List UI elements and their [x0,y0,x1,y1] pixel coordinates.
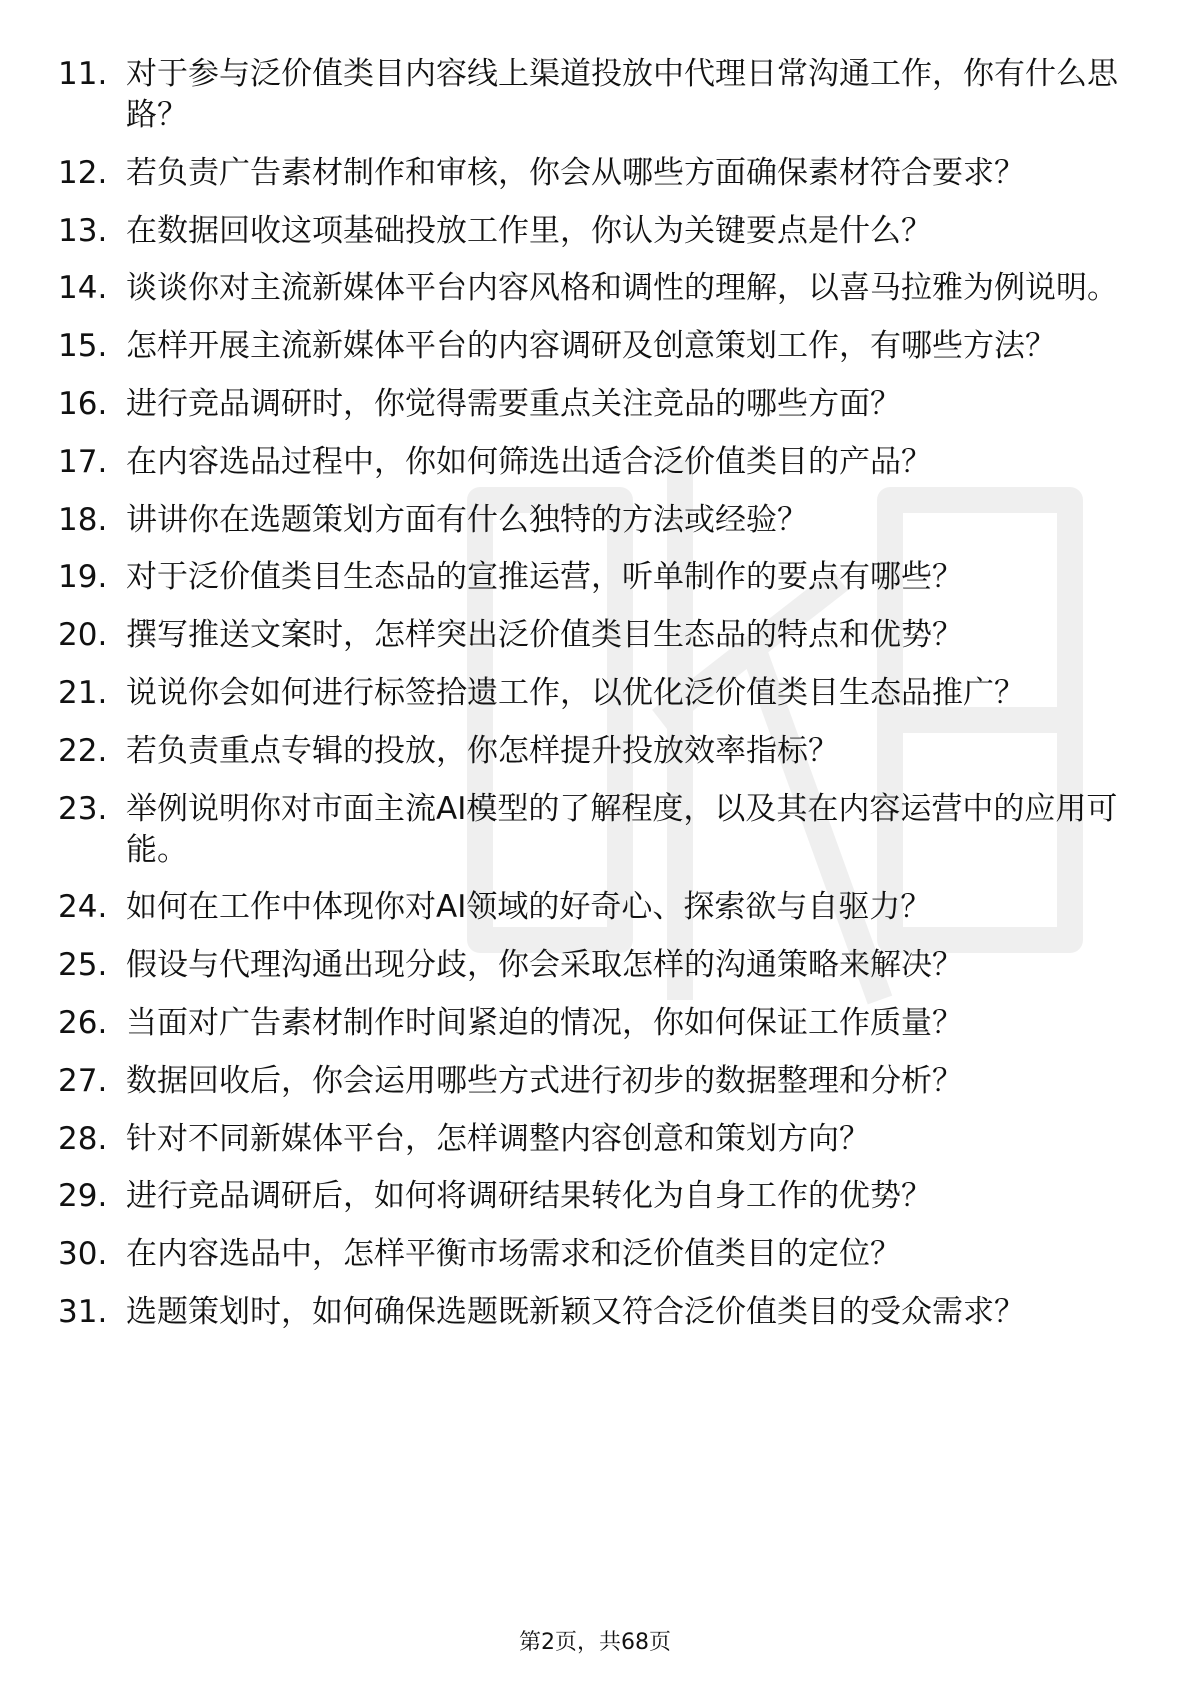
question-number: 28. [58,1120,108,1157]
list-item [58,326,1118,367]
page-number-footer: 第2页，共68页 [519,1630,671,1655]
question-text: 讲讲你在选题策划方面有什么独特的方法或经验？ [126,501,808,538]
question-text: 在内容选品过程中，你如何筛选出适合泛价值类目的产品？ [126,443,932,480]
question-number: 22. [58,732,108,769]
question-text: 谈谈你对主流新媒体平台内容风格和调性的理解，以喜马拉雅为例说明。 [126,270,1118,307]
question-number: 21. [58,674,108,711]
question-text: 说说你会如何进行标签拾遗工作，以优化泛价值类目生态品推广？ [126,674,1025,711]
list-item [58,384,1118,425]
question-text: 在数据回收这项基础投放工作里，你认为关键要点是什么？ [126,212,932,249]
question-text: 在内容选品中，怎样平衡市场需求和泛价值类目的定位？ [126,1236,901,1273]
question-text: 对于参与泛价值类目内容线上渠道投放中代理日常沟通工作，你有什么思路？ [126,56,1118,133]
list-item [58,268,1118,309]
list-item [58,789,1118,871]
list-item [58,887,1118,928]
list-item [58,54,1118,136]
question-text: 若负责广告素材制作和审核，你会从哪些方面确保素材符合要求？ [126,154,1025,191]
list-item [58,153,1118,194]
question-text: 举例说明你对市面主流AI模型的了解程度，以及其在内容运营中的应用可能。 [126,790,1118,868]
question-number: 18. [58,501,108,538]
question-number: 17. [58,443,108,480]
list-item [58,615,1118,656]
list-item [58,557,1118,598]
list-item [58,1234,1118,1275]
list-item [58,1061,1118,1102]
question-number: 24. [58,889,108,926]
question-text: 选题策划时，如何确保选题既新颖又符合泛价值类目的受众需求？ [126,1293,1025,1330]
question-number: 31. [58,1293,108,1330]
list-item [58,731,1118,772]
question-list [58,54,1118,1350]
list-item [58,1292,1118,1333]
question-number: 19. [58,559,108,596]
question-text: 怎样开展主流新媒体平台的内容调研及创意策划工作，有哪些方法？ [126,328,1056,365]
question-number: 16. [58,385,108,422]
question-text: 进行竞品调研时，你觉得需要重点关注竞品的哪些方面？ [126,385,901,422]
question-number: 25. [58,947,108,984]
question-text: 当面对广告素材制作时间紧迫的情况，你如何保证工作质量？ [126,1004,963,1041]
question-text: 如何在工作中体现你对AI领域的好奇心、探索欲与自驱力？ [126,889,932,926]
question-number: 29. [58,1178,108,1215]
question-text: 假设与代理沟通出现分歧，你会采取怎样的沟通策略来解决？ [126,947,963,984]
question-text: 进行竞品调研后，如何将调研结果转化为自身工作的优势？ [126,1178,932,1215]
question-number: 15. [58,328,108,365]
question-text: 若负责重点专辑的投放，你怎样提升投放效率指标？ [126,732,839,769]
question-number: 12. [58,154,108,191]
list-item [58,442,1118,483]
list-item [58,500,1118,541]
question-number: 20. [58,617,108,654]
question-text: 对于泛价值类目生态品的宣推运营，听单制作的要点有哪些？ [126,559,963,596]
question-number: 30. [58,1236,108,1273]
question-text: 数据回收后，你会运用哪些方式进行初步的数据整理和分析？ [126,1062,963,1099]
question-number: 13. [58,212,108,249]
question-number: 27. [58,1062,108,1099]
list-item [58,211,1118,252]
question-number: 26. [58,1004,108,1041]
question-number: 11. [58,56,108,92]
question-number: 14. [58,270,108,307]
question-text: 针对不同新媒体平台，怎样调整内容创意和策划方向？ [126,1120,870,1157]
list-item [58,673,1118,714]
list-item [58,1003,1118,1044]
question-number: 23. [58,790,108,827]
list-item [58,1119,1118,1160]
list-item [58,1176,1118,1217]
question-text: 撰写推送文案时，怎样突出泛价值类目生态品的特点和优势？ [126,617,963,654]
list-item [58,945,1118,986]
